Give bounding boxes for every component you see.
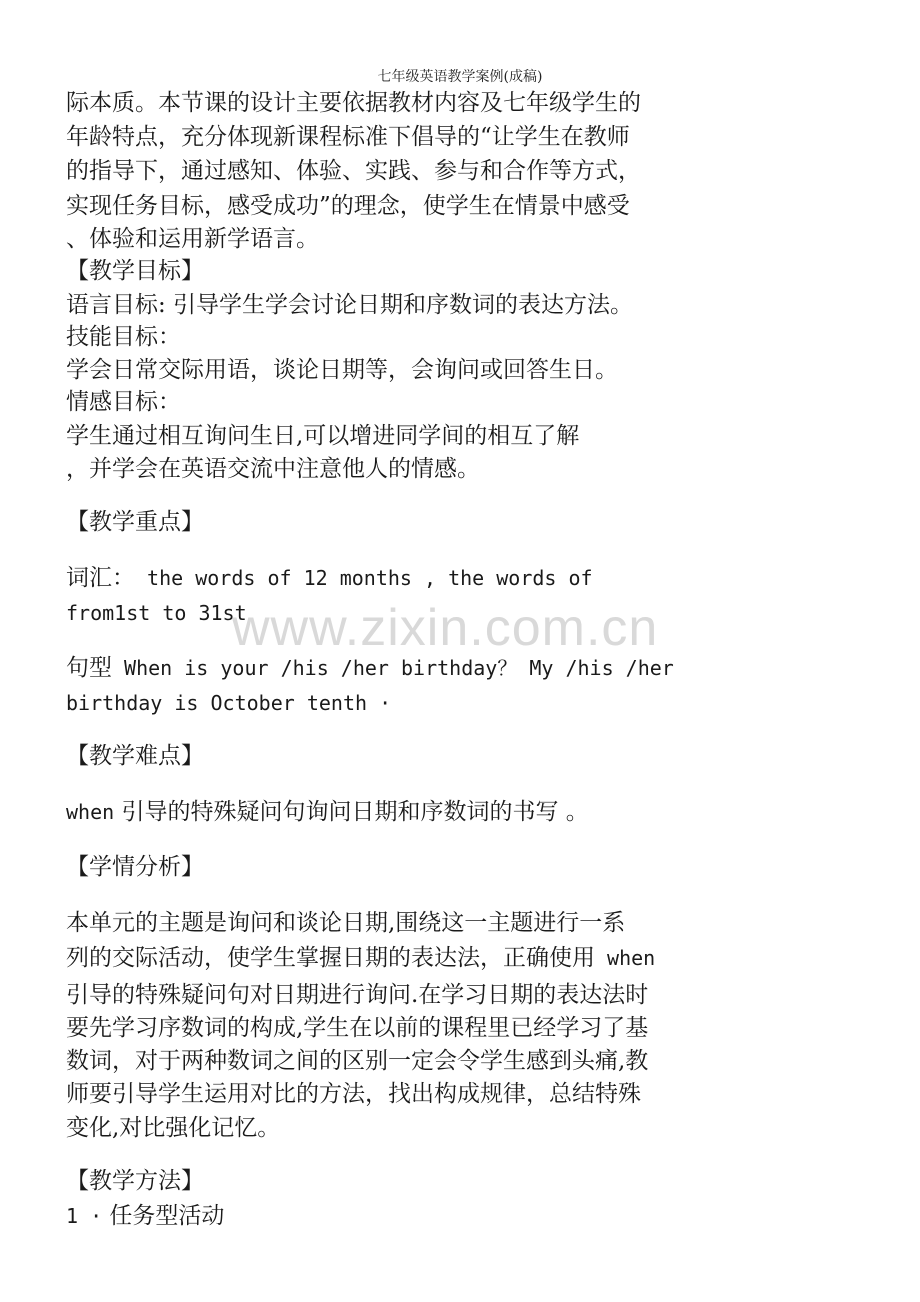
difficulties-heading: 【教学难点】 (66, 743, 204, 769)
analysis-when: when (595, 946, 656, 970)
vocab-line-1 (66, 563, 593, 593)
pattern-label: 句型 (66, 655, 112, 681)
page-header: 七年级英语教学案例(成稿) (377, 69, 543, 85)
methods-item-1-text: 任务型活动 (102, 1203, 225, 1229)
analysis-line-2 (66, 943, 655, 973)
pattern-text-1: When is your /his /her birthday？ My /his /her (112, 656, 674, 680)
vocab-text-1: the words of 12 months , the words of (135, 566, 593, 590)
pattern-line-1 (66, 653, 674, 683)
emotion-objective-label: 情感目标： (66, 389, 181, 415)
intro-line-3: 的指导下，通过感知、体验、实践、参与和合作等方式， (66, 158, 641, 184)
analysis-line-5: 数词，对于两种数词之间的区别一定会令学生感到头痛,教 (66, 1048, 649, 1074)
language-objective: 语言目标: 引导学生学会讨论日期和序数词的表达方法。 (66, 292, 634, 318)
skill-objective-label: 技能目标： (66, 324, 181, 350)
methods-item-1-number: 1 · (66, 1204, 103, 1228)
analysis-line-1: 本单元的主题是询问和谈论日期,围绕这一主题进行一系 (66, 910, 626, 936)
analysis-line-7: 变化,对比强化记忆。 (66, 1115, 281, 1141)
emotion-objective-text-2: ，并学会在英语交流中注意他人的情感。 (66, 456, 480, 482)
watermark: www.zixin.com.cn (232, 599, 659, 657)
intro-line-2: 年龄特点，充分体现新课程标准下倡导的“让学生在教师 (66, 124, 630, 150)
analysis-line-2-text: 列的交际活动，使学生掌握日期的表达法，正确使用 (66, 945, 595, 971)
difficulties-text (66, 797, 589, 827)
analysis-heading: 【学情分析】 (66, 854, 204, 880)
vocab-text-2: from1st to 31st (66, 601, 247, 625)
difficulties-when: when (66, 800, 115, 824)
analysis-line-3: 引导的特殊疑问句对日期进行询问.在学习日期的表达法时 (66, 982, 649, 1008)
vocab-label: 词汇： (66, 565, 135, 591)
intro-line-4: 实现任务目标，感受成功”的理念，使学生在情景中感受 (66, 193, 630, 219)
methods-heading: 【教学方法】 (66, 1168, 204, 1194)
intro-line-5: 、体验和运用新学语言。 (66, 226, 319, 252)
analysis-line-6: 师要引导学生运用对比的方法，找出构成规律，总结特殊 (66, 1081, 641, 1107)
difficulties-cn: 引导的特殊疑问句询问日期和序数词的书写 。 (114, 799, 589, 825)
pattern-text-2: birthday is October tenth · (66, 691, 392, 715)
objectives-heading: 【教学目标】 (66, 258, 204, 284)
key-points-heading: 【教学重点】 (66, 509, 204, 535)
skill-objective-text: 学会日常交际用语，谈论日期等，会询问或回答生日。 (66, 357, 618, 383)
emotion-objective-text-1: 学生通过相互询问生日,可以增进同学间的相互了解 (66, 423, 580, 449)
analysis-line-4: 要先学习序数词的构成,学生在以前的课程里已经学习了基 (66, 1015, 649, 1041)
methods-item-1 (66, 1201, 224, 1231)
intro-line-1: 际本质。本节课的设计主要依据教材内容及七年级学生的 (66, 90, 641, 116)
